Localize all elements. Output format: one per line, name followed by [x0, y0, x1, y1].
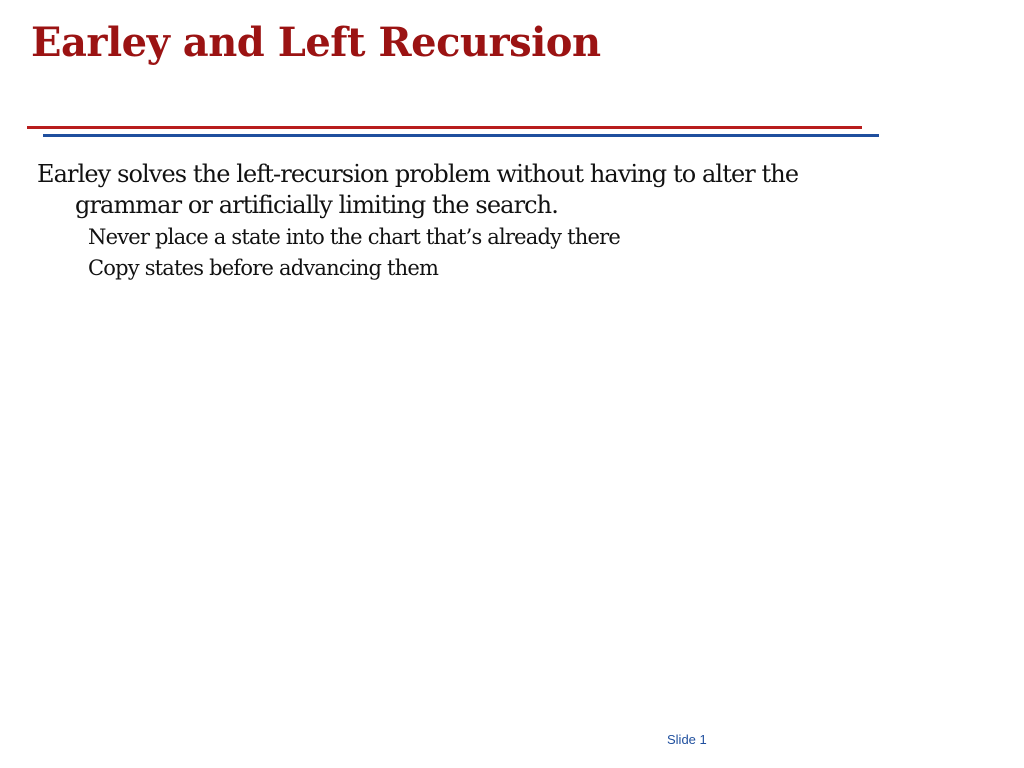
title-underline-blue — [43, 134, 879, 137]
slide-title: Earley and Left Recursion — [31, 19, 601, 66]
sub-bullet-1: Never place a state into the chart that’s already there — [88, 225, 620, 249]
sub-bullet-2: Copy states before advancing them — [88, 256, 439, 280]
title-underline-red — [27, 126, 862, 129]
slide-number: Slide 1 — [667, 732, 707, 747]
main-bullet: Earley solves the left-recursion problem without having to alter the grammar or artificially limiting the search. — [37, 160, 799, 219]
